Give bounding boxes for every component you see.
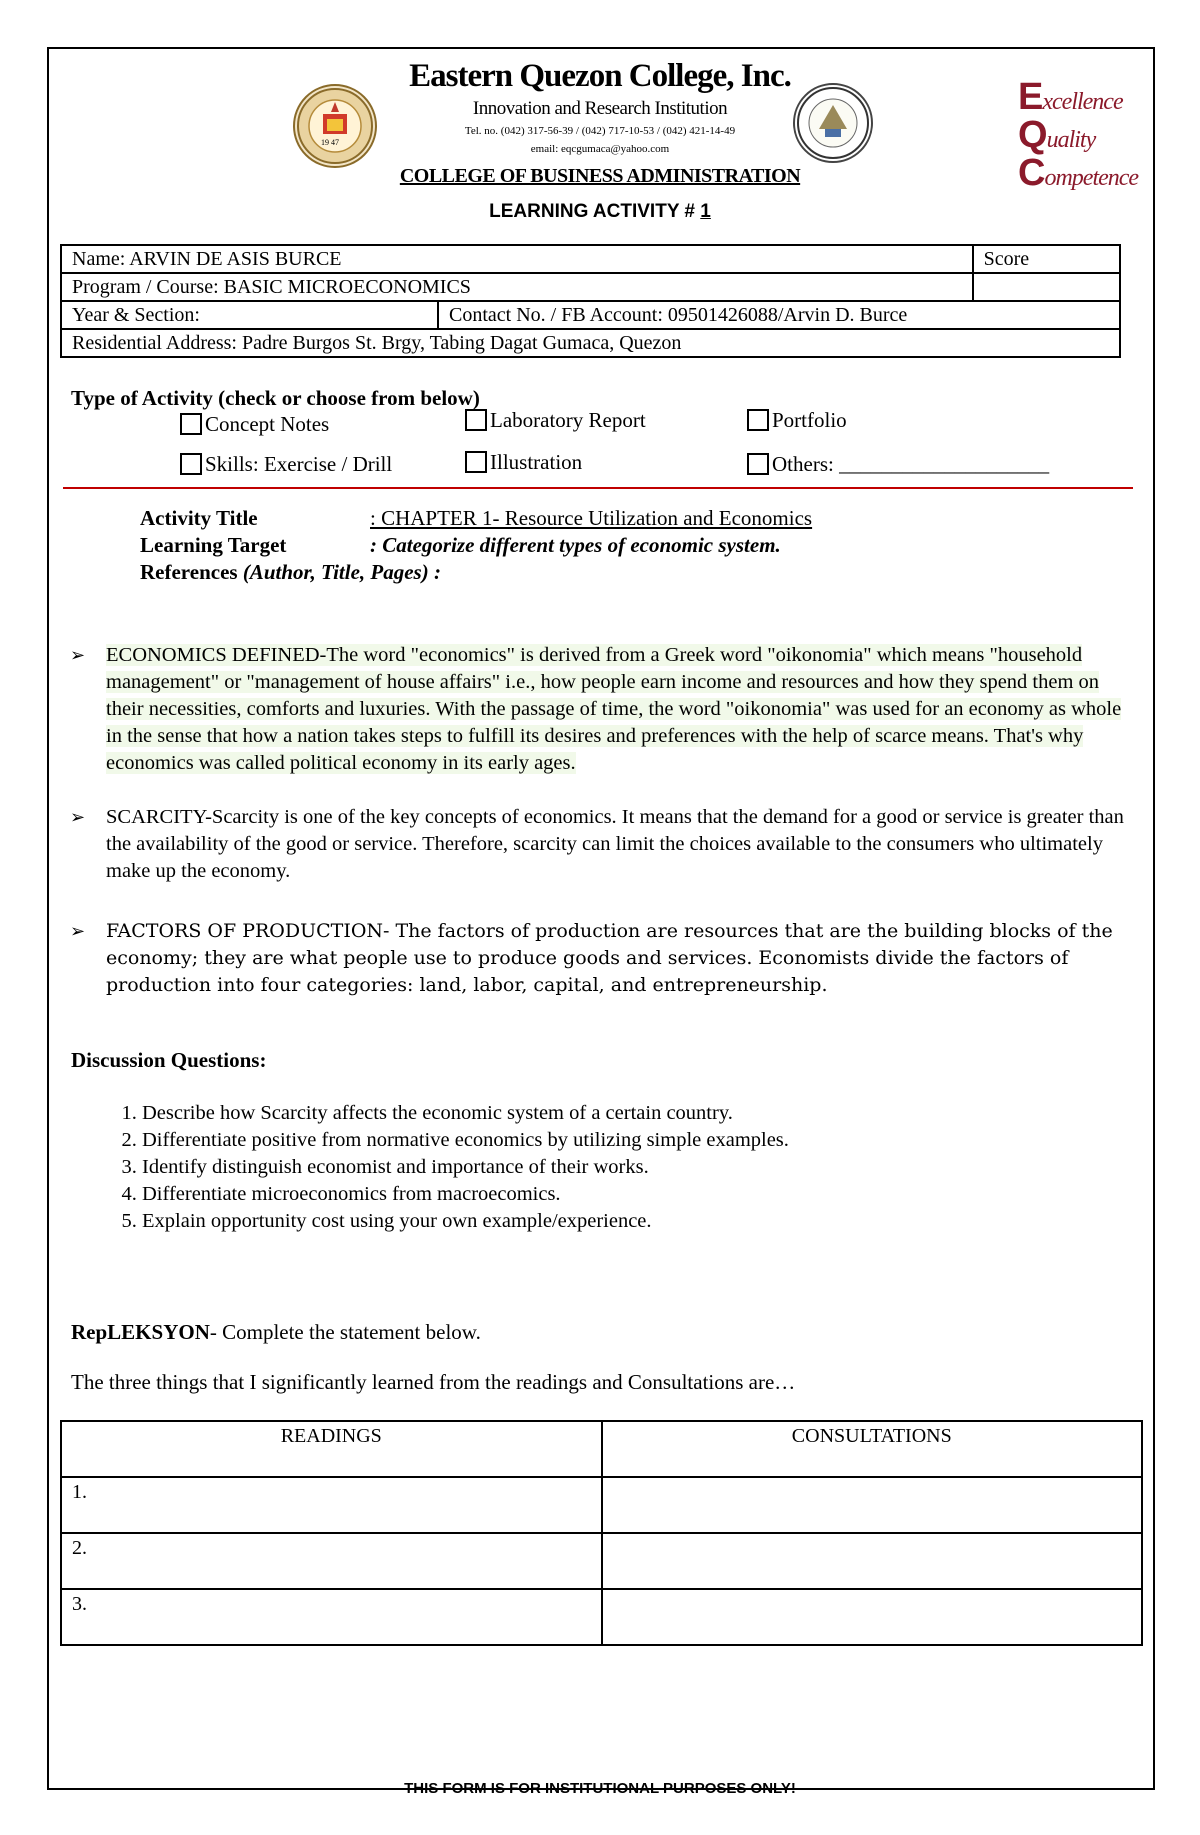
- readings-cell[interactable]: 1.: [61, 1477, 602, 1533]
- score-value-cell[interactable]: [973, 273, 1120, 301]
- bullet-text: ECONOMICS DEFINED-The word "economics" is derived from a Greek word "oikonomia" which means "household management" or "management of house affairs" i.e., how people earn income and resources and how they spend them on their necessities, comforts and luxuries. With the passage of time, the word "oikonomia" was used for an economy as whole in the sense that how a nation takes steps to fulfill its desires and preferences with the help of scarce means. That's why economics was called political economy in its early ages.: [106, 644, 1122, 774]
- consultations-cell[interactable]: [602, 1533, 1143, 1589]
- table-row: [61, 1477, 1142, 1533]
- readings-header: READINGS: [61, 1421, 602, 1477]
- consultations-cell[interactable]: [602, 1589, 1143, 1645]
- readings-cell[interactable]: 2.: [61, 1533, 602, 1589]
- checkbox-others[interactable]: Others: ____________________: [747, 452, 1049, 477]
- reflection-statement: The three things that I significantly learned from the readings and Consultations are…: [71, 1370, 796, 1394]
- activity-title-label: Activity Title: [140, 506, 258, 530]
- motto-quality: Quality: [1018, 114, 1096, 156]
- activity-type-heading: Type of Activity (check or choose from below): [71, 386, 480, 410]
- email-address: email: eqcgumaca@yahoo.com: [530, 143, 670, 155]
- contact-cell[interactable]: Contact No. / FB Account: 09501426088/Arvin D. Burce: [438, 301, 1120, 329]
- discussion-question-list: [100, 1100, 789, 1235]
- student-info-table: [60, 244, 1121, 358]
- bullet-factors-of-production: [70, 918, 1135, 999]
- readings-cell[interactable]: 3.: [61, 1589, 602, 1645]
- checkbox-square-icon[interactable]: [180, 413, 202, 435]
- consultations-cell[interactable]: [602, 1477, 1143, 1533]
- table-row: [61, 1533, 1142, 1589]
- telephone-numbers: Tel. no. (042) 317-56-39 / (042) 717-10-53 / (042) 421-14-49: [464, 125, 736, 137]
- question-item: 1. Describe how Scarcity affects the economic system of a certain country.: [142, 1100, 789, 1127]
- institution-subtitle: Innovation and Research Institution: [472, 98, 728, 119]
- bullet-text: FACTORS OF PRODUCTION- The factors of production are resources that are the building blocks of the economy; they are what people use to produce goods and services. Economists divide the factors of production into four categories: land, labor, capital, and entrepreneurship.: [106, 920, 1113, 996]
- repleksyon-instruction: RepLEKSYON- Complete the statement below.: [71, 1320, 481, 1344]
- year-section-cell[interactable]: Year & Section:: [61, 301, 438, 329]
- checkbox-portfolio[interactable]: Portfolio: [747, 408, 847, 433]
- checkbox-square-icon[interactable]: [180, 453, 202, 475]
- checkbox-skills-exercise[interactable]: Skills: Exercise / Drill: [180, 452, 392, 477]
- checkbox-square-icon[interactable]: [747, 453, 769, 475]
- section-divider: [63, 487, 1133, 489]
- footer-notice: THIS FORM IS FOR INSTITUTIONAL PURPOSES ONLY!: [404, 1780, 796, 1797]
- bullet-text: SCARCITY-Scarcity is one of the key concepts of economics. It means that the demand for a good or service is greater than the availability of the good or service. Therefore, scarcity can limit the choices available to the consumers who ultimately make up the economy.: [106, 806, 1124, 882]
- question-item: 3. Identify distinguish economist and importance of their works.: [142, 1154, 789, 1181]
- consultations-header: CONSULTATIONS: [602, 1421, 1143, 1477]
- checkbox-square-icon[interactable]: [465, 409, 487, 431]
- learning-target-label: Learning Target: [140, 533, 287, 557]
- references-label: References (Author, Title, Pages) :: [140, 560, 441, 584]
- checkbox-illustration[interactable]: Illustration: [465, 450, 582, 475]
- arrow-bullet-icon: ➢: [70, 645, 86, 666]
- bullet-economics-defined: [70, 642, 1135, 777]
- learning-activity-number: 1: [700, 201, 711, 222]
- question-item: 5. Explain opportunity cost using your own example/experience.: [142, 1208, 789, 1235]
- checkbox-square-icon[interactable]: [465, 451, 487, 473]
- motto-competence: Competence: [1018, 152, 1139, 194]
- question-item: 4. Differentiate microeconomics from macroecomics.: [142, 1181, 789, 1208]
- readings-consultations-table: [60, 1420, 1143, 1646]
- learning-activity-label: LEARNING ACTIVITY #: [489, 201, 701, 222]
- college-name: Eastern Quezon College, Inc.: [409, 58, 791, 94]
- department-name: COLLEGE OF BUSINESS ADMINISTRATION: [399, 165, 801, 187]
- left-seal-year: 19 47: [321, 138, 339, 147]
- score-cell[interactable]: Score: [973, 245, 1120, 273]
- bullet-scarcity: [70, 804, 1135, 885]
- program-cell[interactable]: Program / Course: BASIC MICROECONOMICS: [61, 273, 973, 301]
- activity-title-value: : CHAPTER 1- Resource Utilization and Economics: [370, 506, 813, 530]
- learning-target-value: : Categorize different types of economic system.: [370, 533, 781, 557]
- checkbox-laboratory-report[interactable]: Laboratory Report: [465, 408, 646, 433]
- learning-activity-title: [0, 201, 1200, 223]
- motto-excellence: Excellence: [1018, 76, 1123, 118]
- checkbox-concept-notes[interactable]: Concept Notes: [180, 412, 329, 437]
- discussion-heading: Discussion Questions:: [71, 1048, 267, 1072]
- checkbox-square-icon[interactable]: [747, 409, 769, 431]
- question-item: 2. Differentiate positive from normative economics by utilizing simple examples.: [142, 1127, 789, 1154]
- address-cell[interactable]: Residential Address: Padre Burgos St. Brgy, Tabing Dagat Gumaca, Quezon: [61, 329, 1120, 357]
- table-row: [61, 1589, 1142, 1645]
- arrow-bullet-icon: ➢: [70, 921, 86, 942]
- name-cell[interactable]: Name: ARVIN DE ASIS BURCE: [61, 245, 973, 273]
- arrow-bullet-icon: ➢: [70, 807, 86, 828]
